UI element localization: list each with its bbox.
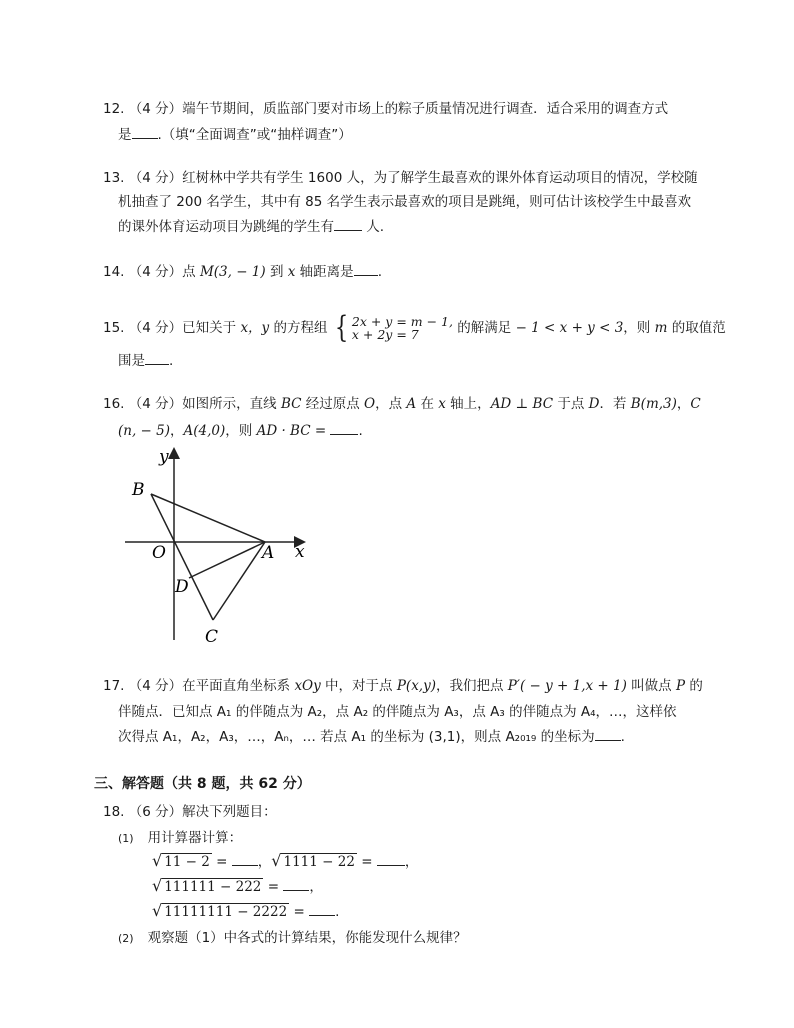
answer-blank[interactable] (377, 851, 405, 866)
q17-math: P (675, 678, 686, 694)
q16-text: 轴上， (445, 396, 491, 412)
q16-math: A(4,0) (183, 423, 226, 439)
q16-math: (n, − 5) (118, 423, 171, 439)
label-o: O (152, 543, 166, 563)
sub-number: (1) (118, 832, 134, 845)
equals: = (267, 879, 280, 895)
radicand: 11 − 2 (164, 854, 210, 870)
q17-line3 (118, 726, 625, 747)
q15-line2 (118, 350, 173, 371)
q17-math: P′( − y + 1,x + 1) (507, 678, 627, 694)
q16-text: 16. （4 分）如图所示，直线 (103, 396, 281, 412)
label-a: A (262, 543, 275, 563)
radicand: 111111 − 222 (164, 879, 262, 895)
equals: = (361, 854, 373, 870)
equals: = (216, 854, 228, 870)
section-heading: 三、解答题（共 8 题，共 62 分） (94, 776, 311, 792)
q15-text: . (169, 353, 174, 369)
radicand: 1111 − 22 (283, 854, 355, 870)
sub-text: 用计算器计算： (147, 830, 243, 846)
sqrt-row-2 (152, 876, 323, 897)
answer-blank[interactable] (132, 124, 158, 139)
q17-text: 中，对于点 (320, 678, 397, 694)
q16-math: B(m,3) (630, 396, 677, 412)
answer-blank[interactable] (334, 216, 362, 231)
radical-icon: √ (152, 876, 163, 895)
q15-text: 的解满足 (452, 320, 516, 336)
q16-math: AD ⊥ BC (490, 396, 554, 412)
sqrt-row-1 (152, 851, 418, 872)
q12-line1: 12. （4 分）端午节期间，质监部门要对市场上的粽子质量情况进行调查．适合采用的调查方式 (103, 101, 669, 117)
sqrt-expression (152, 852, 212, 871)
q17-text: 17. （4 分）在平面直角坐标系 (103, 678, 295, 694)
q14-text: 轴距离是 (295, 264, 354, 280)
q17-text: . (620, 729, 625, 745)
q14-var: x (287, 264, 296, 280)
q16-math: A (406, 396, 417, 412)
q17-math: P(x,y) (396, 678, 436, 694)
sqrt-row-3 (152, 901, 339, 922)
q15-line1 (103, 310, 726, 345)
q16-text: 经过原点 (301, 396, 365, 412)
q14-text: . (377, 264, 382, 280)
q15-text: ，则 (623, 320, 655, 336)
answer-blank[interactable] (330, 420, 358, 435)
q15-text: 的方程组 (269, 320, 332, 336)
q15-inequality: − 1 < x + y < 3 (515, 320, 624, 336)
q16-text: ， (676, 396, 691, 412)
q12-text: 是 (118, 127, 132, 143)
answer-blank[interactable] (309, 901, 335, 916)
q14-line (103, 261, 382, 282)
q16-text: ，点 (375, 396, 407, 412)
q16-text: 在 (416, 396, 439, 412)
label-y: y (159, 447, 169, 467)
q15-text: 的取值范 (667, 320, 726, 336)
q17-text: ，我们把点 (436, 678, 508, 694)
segment-ab (151, 494, 265, 542)
q13-text: 的课外体育运动项目为跳绳的学生有 (118, 219, 334, 235)
equation-system (332, 310, 453, 345)
q15-vars: x，y (240, 320, 270, 336)
label-d: D (175, 577, 189, 597)
q18-title: 18. （6 分）解决下列题目： (103, 804, 277, 820)
sub-number: (2) (118, 932, 134, 945)
equation-1: 2x + y = m − 1, (351, 314, 453, 329)
answer-blank[interactable] (232, 851, 258, 866)
label-c: C (205, 627, 219, 647)
q16-text: ，则 (225, 423, 257, 439)
q15-var: m (654, 320, 668, 336)
q16-math: D (588, 396, 600, 412)
q16-math: C (690, 396, 701, 412)
q18-sub1 (118, 828, 242, 849)
q17-line2: 伴随点．已知点 A₁ 的伴随点为 A₂，点 A₂ 的伴随点为 A₃，点 A₃ 的伴随点为 A₄，…，这样依 (118, 704, 677, 720)
answer-blank[interactable] (595, 726, 621, 741)
q16-line1 (103, 394, 701, 414)
q17-text: 的 (685, 678, 703, 694)
sqrt-expression (152, 877, 263, 896)
q12-text-post: .（填“全面调查”或“抽样调查”） (157, 127, 352, 143)
q13-text-post: 人. (362, 219, 385, 235)
brace-icon: { (334, 310, 349, 345)
q16-text: 于点 (553, 396, 589, 412)
q18-sub2 (118, 928, 467, 949)
q14-text: 到 (265, 264, 288, 280)
q17-math: xOy (294, 678, 321, 694)
label-x: x (295, 542, 305, 562)
q16-line2 (118, 420, 363, 441)
comma: ， (257, 854, 272, 870)
q15-text: 15. （4 分）已知关于 (103, 320, 241, 336)
label-b: B (132, 480, 145, 500)
period: . (335, 904, 340, 920)
comma: ， (309, 879, 323, 895)
sqrt-expression (271, 852, 357, 871)
q13-line2: 机抽查了 200 名学生，其中有 85 名学生表示最喜欢的项目是跳绳，则可估计该校学生中最喜欢 (118, 194, 692, 210)
sqrt-expression (152, 902, 289, 921)
q13-line1: 13. （4 分）红树林中学共有学生 1600 人，为了解学生最喜欢的课外体育运动项目的情况，学校随 (103, 170, 698, 186)
q16-math: BC (280, 396, 302, 412)
q13-line3 (118, 216, 384, 237)
radical-icon: √ (152, 901, 163, 920)
q16-text: ．若 (599, 396, 631, 412)
answer-blank[interactable] (354, 261, 378, 276)
answer-blank[interactable] (145, 350, 169, 365)
radicand: 11111111 − 2222 (164, 904, 288, 920)
sub-text: 观察题（1）中各式的计算结果，你能发现什么规律？ (147, 930, 467, 946)
q16-text: . (358, 423, 363, 439)
q14-text: 14. （4 分）点 (103, 264, 200, 280)
geometry-figure (115, 442, 315, 650)
q16-math: AD · BC = (256, 423, 327, 439)
equals: = (293, 904, 305, 920)
q16-text: ， (170, 423, 184, 439)
equation-2: x + 2y = 7 (351, 327, 419, 342)
q15-text: 围是 (118, 353, 145, 369)
radical-icon: √ (152, 851, 163, 870)
q14-point: M(3, − 1) (199, 264, 266, 280)
answer-blank[interactable] (283, 876, 309, 891)
radical-icon: √ (271, 851, 282, 870)
q17-line1 (103, 676, 703, 696)
q17-text: 次得点 A₁，A₂，A₃，…，Aₙ，… 若点 A₁ 的坐标为 (3,1)，则点 A₂₀₁₉ 的坐标为 (118, 729, 595, 745)
q17-text: 叫做点 (626, 678, 676, 694)
q16-math: O (364, 396, 376, 412)
q12-line2 (118, 124, 352, 145)
comma: ， (404, 854, 419, 870)
q16-math: x (438, 396, 446, 412)
